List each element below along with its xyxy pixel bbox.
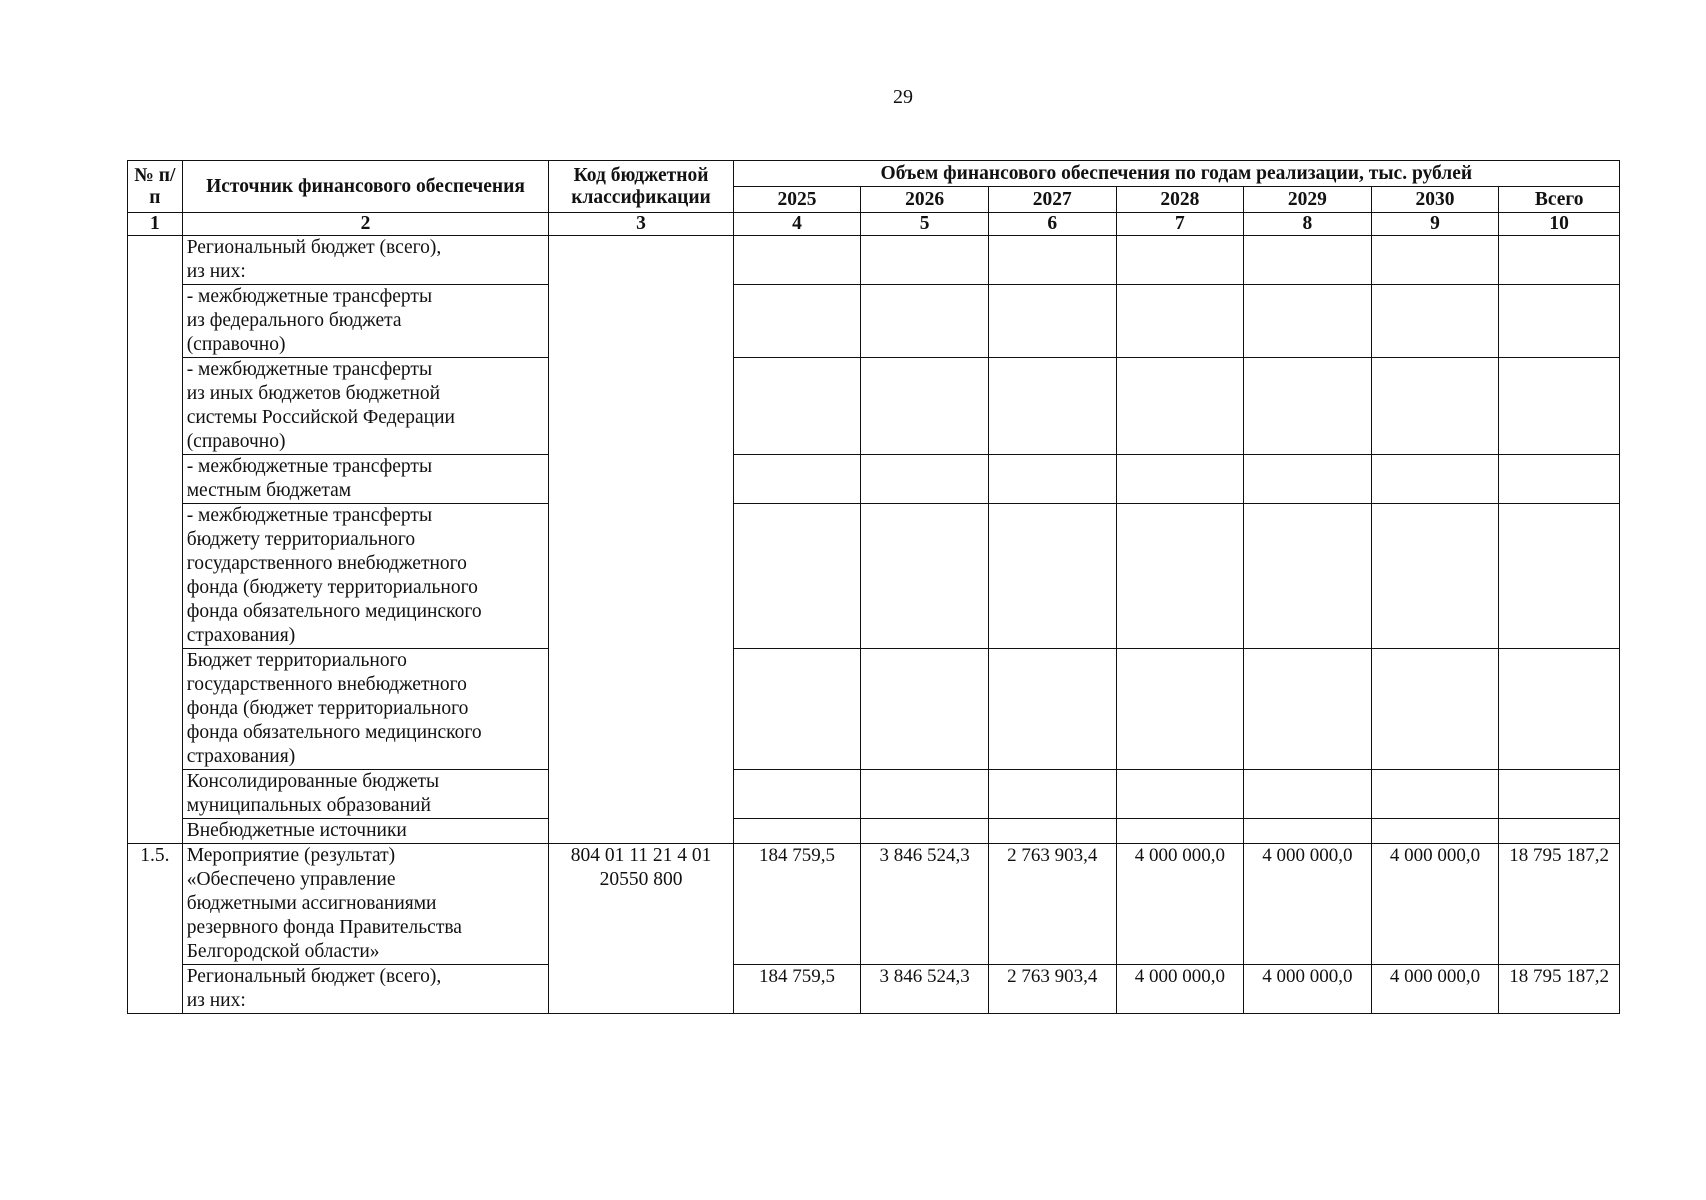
value-cell [1371, 455, 1499, 504]
value-cell [1371, 285, 1499, 358]
source-cell: Консолидированные бюджеты муниципальных образований [182, 770, 549, 819]
value-cell [1371, 236, 1499, 285]
value-cell [861, 285, 989, 358]
value-cell [1116, 649, 1244, 770]
table-row [128, 236, 1620, 285]
total-cell [1499, 236, 1620, 285]
table-body [128, 236, 1620, 1014]
value-cell [1244, 358, 1372, 455]
value-cell: 4 000 000,0 [1244, 965, 1372, 1014]
source-cell: Региональный бюджет (всего), из них: [182, 965, 549, 1014]
table-row [128, 504, 1620, 649]
value-cell [988, 358, 1116, 455]
value-cell: 184 759,5 [733, 844, 861, 965]
source-cell: - межбюджетные трансферты из федерального бюджета (справочно) [182, 285, 549, 358]
column-number: 9 [1371, 213, 1499, 236]
total-cell [1499, 770, 1620, 819]
value-cell [988, 770, 1116, 819]
value-cell [1116, 236, 1244, 285]
value-cell [1371, 504, 1499, 649]
source-cell: Мероприятие (результат) «Обеспечено управление бюджетными ассигнованиями резервного фонда Правительства Белгородской области» [182, 844, 549, 965]
value-cell: 3 846 524,3 [861, 965, 989, 1014]
value-cell [1116, 358, 1244, 455]
column-number: 8 [1244, 213, 1372, 236]
value-cell [1116, 285, 1244, 358]
value-cell [1244, 504, 1372, 649]
financing-table [127, 160, 1620, 1014]
value-cell: 3 846 524,3 [861, 844, 989, 965]
value-cell: 4 000 000,0 [1116, 844, 1244, 965]
value-cell [988, 236, 1116, 285]
column-number: 1 [128, 213, 183, 236]
value-cell [1116, 504, 1244, 649]
column-number: 3 [549, 213, 733, 236]
source-cell: - межбюджетные трансферты из иных бюджетов бюджетной системы Российской Федерации (справочно) [182, 358, 549, 455]
header-code: Код бюджетной классификации [549, 161, 733, 213]
budget-code-cell [549, 236, 733, 844]
header-num: № п/п [128, 161, 183, 213]
value-cell: 4 000 000,0 [1371, 844, 1499, 965]
value-cell: 2 763 903,4 [988, 844, 1116, 965]
table-row [128, 285, 1620, 358]
total-cell: 18 795 187,2 [1499, 844, 1620, 965]
value-cell [1116, 770, 1244, 819]
table-row [128, 844, 1620, 965]
value-cell [1371, 649, 1499, 770]
source-cell: Региональный бюджет (всего), из них: [182, 236, 549, 285]
total-cell [1499, 455, 1620, 504]
total-cell [1499, 358, 1620, 455]
value-cell [733, 236, 861, 285]
value-cell [733, 455, 861, 504]
value-cell [861, 236, 989, 285]
column-number: 10 [1499, 213, 1620, 236]
value-cell [988, 819, 1116, 844]
value-cell [988, 649, 1116, 770]
value-cell [861, 455, 989, 504]
value-cell [1244, 649, 1372, 770]
value-cell [1116, 819, 1244, 844]
total-cell [1499, 649, 1620, 770]
column-number: 5 [861, 213, 989, 236]
value-cell [988, 504, 1116, 649]
value-cell [988, 455, 1116, 504]
header-year: 2029 [1244, 187, 1372, 213]
value-cell [861, 358, 989, 455]
value-cell [861, 649, 989, 770]
table-row [128, 649, 1620, 770]
header-year: 2025 [733, 187, 861, 213]
source-cell: - межбюджетные трансферты местным бюджетам [182, 455, 549, 504]
column-number: 4 [733, 213, 861, 236]
value-cell [733, 285, 861, 358]
value-cell: 4 000 000,0 [1371, 965, 1499, 1014]
table-row [128, 965, 1620, 1014]
header-year: 2027 [988, 187, 1116, 213]
value-cell: 4 000 000,0 [1244, 844, 1372, 965]
table-row [128, 819, 1620, 844]
table-row [128, 455, 1620, 504]
value-cell [1244, 285, 1372, 358]
value-cell [861, 770, 989, 819]
value-cell [1371, 770, 1499, 819]
header-volume: Объем финансового обеспечения по годам реализации, тыс. рублей [733, 161, 1619, 187]
value-cell [861, 819, 989, 844]
source-cell: Внебюджетные источники [182, 819, 549, 844]
value-cell [733, 649, 861, 770]
value-cell [1244, 819, 1372, 844]
header-year: 2026 [861, 187, 989, 213]
total-cell [1499, 819, 1620, 844]
row-index: 1.5. [128, 844, 183, 1014]
value-cell: 2 763 903,4 [988, 965, 1116, 1014]
header-year: 2028 [1116, 187, 1244, 213]
table-row [128, 770, 1620, 819]
value-cell [1116, 455, 1244, 504]
value-cell [733, 358, 861, 455]
column-number: 2 [182, 213, 549, 236]
value-cell [861, 504, 989, 649]
value-cell [1244, 236, 1372, 285]
total-cell: 18 795 187,2 [1499, 965, 1620, 1014]
budget-code-cell: 804 01 11 21 4 01 20550 800 [549, 844, 733, 1014]
column-number: 6 [988, 213, 1116, 236]
source-cell: - межбюджетные трансферты бюджету территориального государственного внебюджетного фонда (бюджету территориального фонда обязательного медицинского страхования) [182, 504, 549, 649]
header-year: 2030 [1371, 187, 1499, 213]
header-total: Всего [1499, 187, 1620, 213]
value-cell [988, 285, 1116, 358]
header-source: Источник финансового обеспечения [182, 161, 549, 213]
value-cell [733, 504, 861, 649]
row-index [128, 236, 183, 844]
total-cell [1499, 504, 1620, 649]
value-cell: 184 759,5 [733, 965, 861, 1014]
value-cell [733, 819, 861, 844]
table-row [128, 358, 1620, 455]
value-cell [1371, 819, 1499, 844]
total-cell [1499, 285, 1620, 358]
value-cell [1371, 358, 1499, 455]
column-number: 7 [1116, 213, 1244, 236]
source-cell: Бюджет территориального государственного внебюджетного фонда (бюджет территориального фонда обязательного медицинского страхования) [182, 649, 549, 770]
value-cell [733, 770, 861, 819]
value-cell: 4 000 000,0 [1116, 965, 1244, 1014]
page-number: 29 [893, 86, 913, 108]
value-cell [1244, 455, 1372, 504]
value-cell [1244, 770, 1372, 819]
